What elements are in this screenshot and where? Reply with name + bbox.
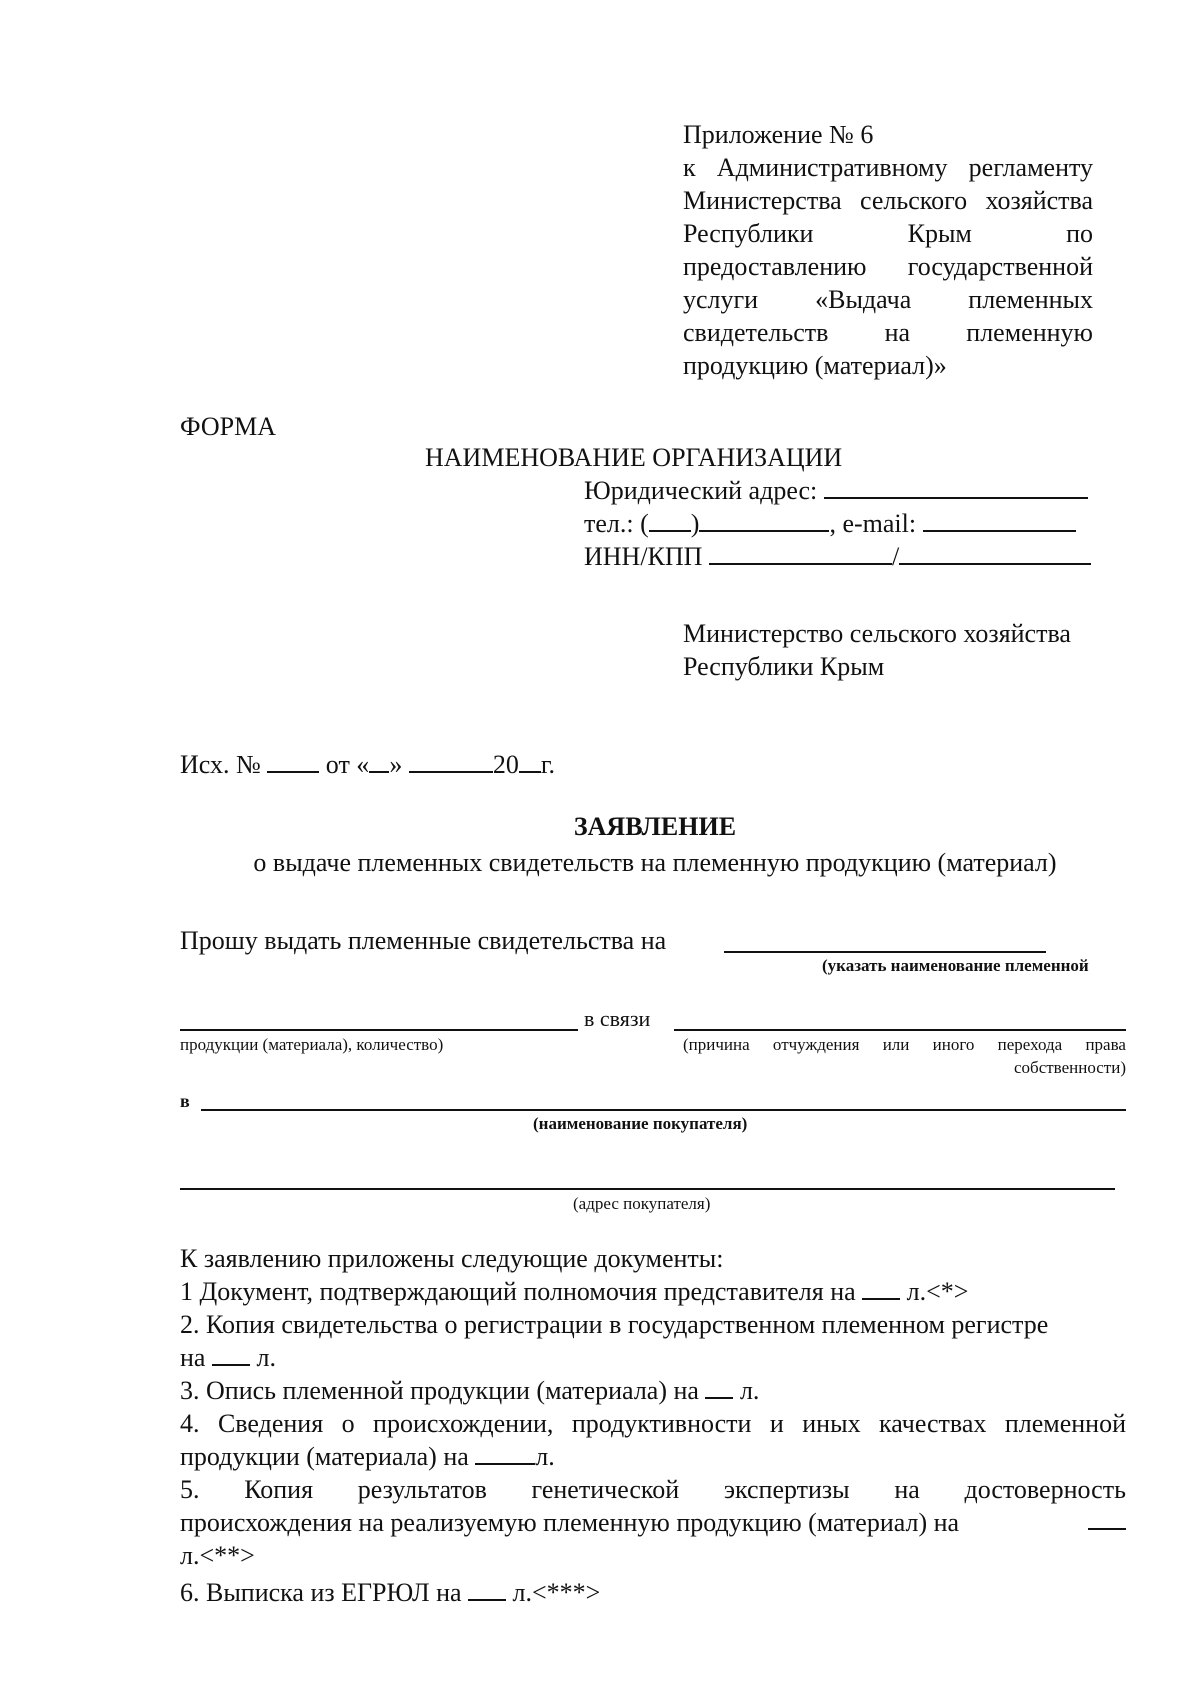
year-field: [519, 749, 541, 773]
attachment-item-2-cont: на л.: [180, 1343, 276, 1372]
inn-label: ИНН/КПП: [584, 542, 703, 571]
product-hint: (указать наименование племенной: [822, 956, 1089, 975]
outgoing-prefix: Исх. №: [180, 750, 261, 779]
product-quantity-field: [180, 1029, 578, 1031]
legal-address-field: [824, 475, 1088, 499]
form-label: ФОРМА: [180, 412, 276, 441]
buyer-field: [201, 1109, 1126, 1111]
attachment-item-5: 5. Копия результатов генетической экспертизы на достоверность: [180, 1475, 1126, 1504]
kpp-field: [899, 541, 1091, 565]
appendix-number: Приложение № 6: [683, 120, 874, 149]
attachment-item-4: 4. Сведения о происхождении, продуктивности и иных качествах племенной: [180, 1409, 1126, 1438]
attachment-item-6: 6. Выписка из ЕГРЮЛ на л.<***>: [180, 1578, 601, 1607]
inn-field: [709, 541, 892, 565]
in-connection-label: в связи: [584, 1006, 651, 1031]
attachment-item-5-end: л.<**>: [180, 1541, 255, 1570]
appendix-line: услуги «Выдача племенных: [683, 285, 1093, 314]
phone-number-field: [699, 508, 829, 532]
document-title: ЗАЯВЛЕНИЕ: [573, 812, 737, 841]
recipient-line2: Республики Крым: [683, 652, 885, 681]
attachment-item-4-cont: продукции (материала) на л.: [180, 1442, 555, 1471]
month-field: [409, 749, 493, 773]
email-field: [923, 508, 1076, 532]
legal-address-label: Юридический адрес:: [584, 476, 818, 505]
attachment-item-5-cont: происхождения на реализуемую племенную продукцию (материал) на: [180, 1506, 1126, 1539]
attachment-item-1: 1 Документ, подтверждающий полномочия представителя на л.<*>: [180, 1277, 969, 1306]
request-text: Прошу выдать племенные свидетельства на: [180, 926, 667, 955]
phone-line: тел.: ( ) , e-mail:: [584, 507, 1076, 540]
org-name: НАИМЕНОВАНИЕ ОРГАНИЗАЦИИ: [425, 443, 843, 472]
product-name-field: [724, 951, 1046, 953]
quantity-hint: продукции (материала), количество): [180, 1035, 444, 1054]
attachment-item-3: 3. Опись племенной продукции (материала) на л.: [180, 1376, 760, 1405]
buyer-label: в: [180, 1091, 190, 1111]
recipient-line1: Министерство сельского хозяйства: [683, 619, 1071, 648]
buyer-hint: (наименование покупателя): [533, 1114, 748, 1133]
attachment-item-2: 2. Копия свидетельства о регистрации в государственном племенном регистре: [180, 1310, 1049, 1339]
reason-field: [674, 1029, 1126, 1031]
legal-address-line: [584, 474, 1088, 507]
address-hint: (адрес покупателя): [573, 1194, 711, 1213]
appendix-line: продукцию (материал)»: [683, 351, 947, 380]
phone-code-field: [649, 508, 691, 532]
outgoing-number-field: [267, 749, 319, 773]
phone-label: тел.: (: [584, 509, 649, 538]
reason-hint-end: собственности): [1014, 1058, 1126, 1077]
day-field: [369, 749, 389, 773]
appendix-line: предоставлению государственной: [683, 252, 1093, 281]
outgoing-number-line: Исх. № от « » 20 г.: [180, 750, 556, 779]
inn-line: ИНН/КПП /: [584, 540, 1091, 573]
email-label: , e-mail:: [829, 509, 917, 538]
appendix-line: Республики Крым по: [683, 219, 1093, 248]
appendix-line: свидетельств на племенную: [683, 318, 1093, 347]
appendix-line: Министерства сельского хозяйства: [683, 186, 1093, 215]
appendix-line: к Административному регламенту: [683, 153, 1093, 182]
reason-hint: (причина отчуждения или иного перехода права: [683, 1035, 1126, 1054]
buyer-address-field: [180, 1188, 1115, 1190]
document-subtitle: о выдаче племенных свидетельств на племенную продукцию (материал): [253, 848, 1057, 877]
attachments-heading: К заявлению приложены следующие документы:: [180, 1244, 724, 1273]
